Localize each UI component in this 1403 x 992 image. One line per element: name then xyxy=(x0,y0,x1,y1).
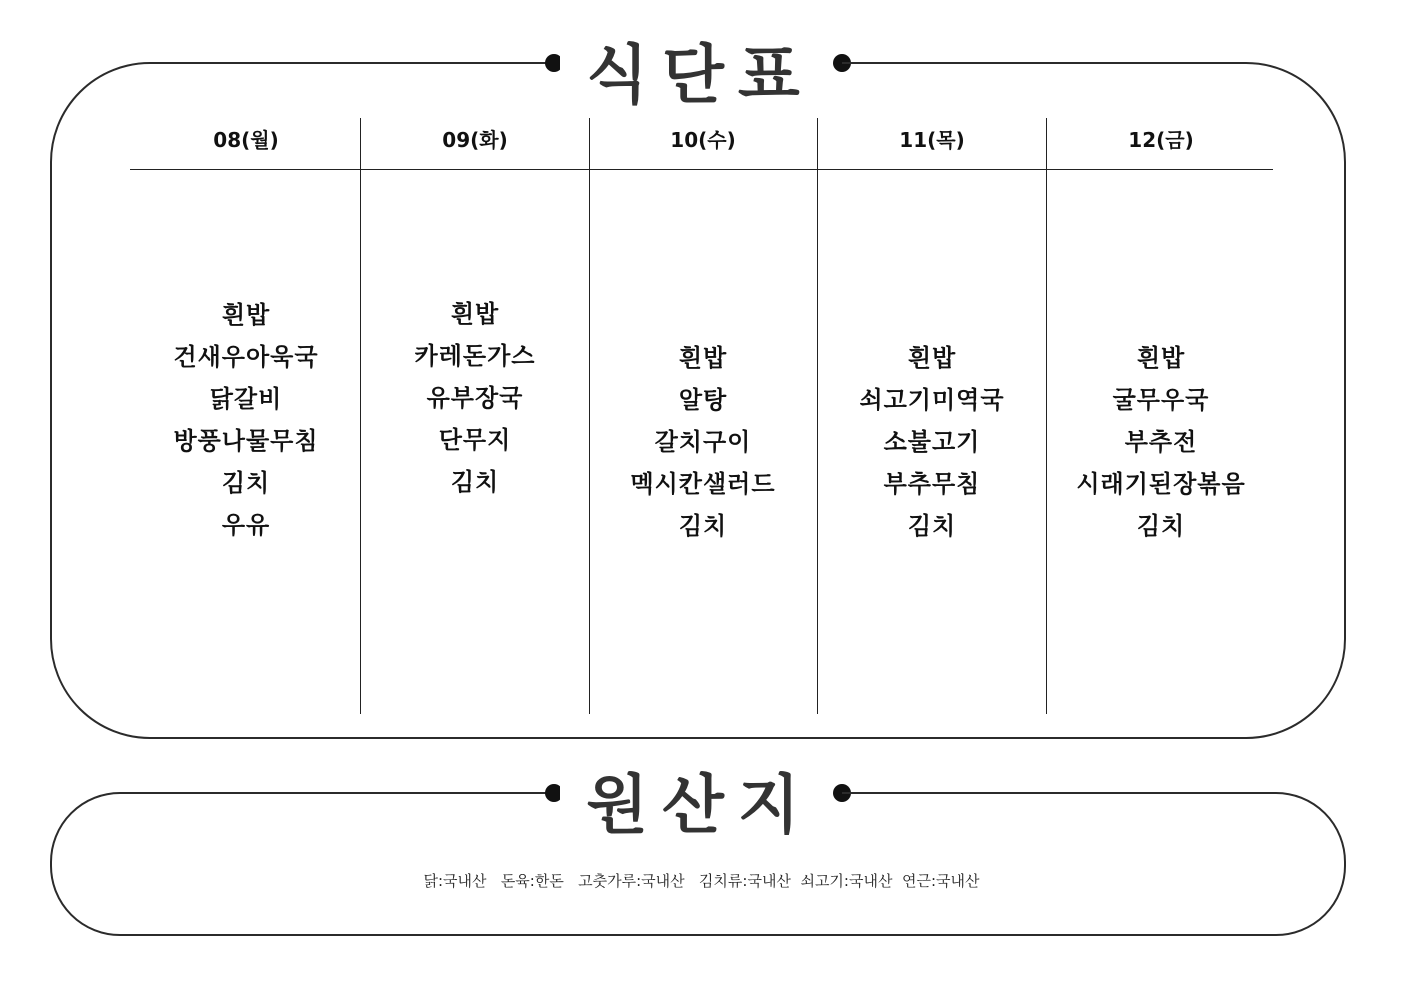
dish-item: 멕시칸샐러드 xyxy=(630,470,776,498)
dish-item: 김치 xyxy=(678,512,728,540)
menu-column-thu xyxy=(818,172,1046,712)
day-header-mon: 08(월) xyxy=(213,128,279,152)
dish-item: 굴무우국 xyxy=(1112,386,1210,414)
dish-item: 부추전 xyxy=(1124,428,1198,456)
origin-title: 원산지 xyxy=(560,754,840,846)
dish-item: 카레돈가스 xyxy=(414,342,536,370)
dish-item: 알탕 xyxy=(678,386,728,414)
day-header-fri: 12(금) xyxy=(1128,128,1194,152)
dish-item: 김치 xyxy=(907,512,957,540)
dish-item: 부추무침 xyxy=(883,470,981,498)
dish-item: 건새우아욱국 xyxy=(173,343,319,371)
dish-item: 흰밥 xyxy=(450,300,500,328)
dish-item: 김치 xyxy=(1136,512,1186,540)
day-header-tue: 09(화) xyxy=(442,128,508,152)
menu-column-mon xyxy=(132,150,360,690)
menu-column-fri xyxy=(1047,172,1275,712)
menu-title: 식단표 xyxy=(560,24,840,116)
menu-column-tue xyxy=(361,128,589,668)
dish-item: 흰밥 xyxy=(221,301,271,329)
dish-item: 유부장국 xyxy=(426,384,524,412)
dish-item: 김치 xyxy=(450,468,500,496)
dish-item: 갈치구이 xyxy=(654,428,752,456)
day-header-thu: 11(목) xyxy=(899,128,965,152)
dish-item: 소불고기 xyxy=(883,428,981,456)
menu-column-wed xyxy=(589,172,817,712)
dish-item: 우유 xyxy=(221,511,271,539)
dish-item: 단무지 xyxy=(438,426,512,454)
origin-panel xyxy=(50,792,1346,936)
dish-item: 닭갈비 xyxy=(209,385,283,413)
dish-item: 흰밥 xyxy=(907,344,957,372)
dish-item: 쇠고기미역국 xyxy=(859,386,1005,414)
day-header-wed: 10(수) xyxy=(670,128,736,152)
dish-item: 김치 xyxy=(221,469,271,497)
dish-item: 방풍나물무침 xyxy=(173,427,319,455)
dish-item: 흰밥 xyxy=(678,344,728,372)
origin-info-text: 닭:국내산 돈육:한돈 고춧가루:국내산 김치류:국내산 쇠고기:국내산 연근:국내산 xyxy=(423,872,980,890)
dish-item: 흰밥 xyxy=(1136,344,1186,372)
dish-item: 시래기된장볶음 xyxy=(1076,470,1246,498)
